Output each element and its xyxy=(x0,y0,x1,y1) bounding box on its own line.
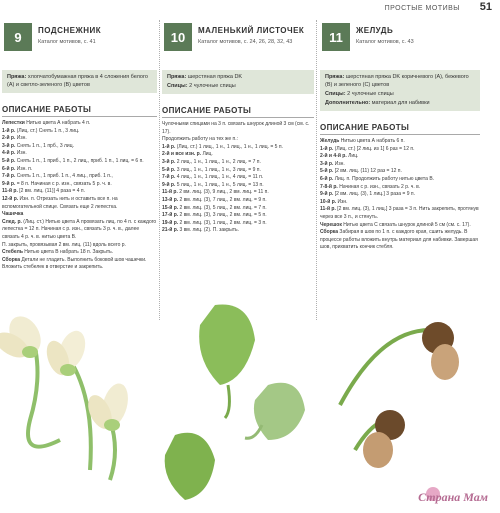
material-text: шерстяная пряжа DK xyxy=(186,74,243,80)
row-text: (Лиц. ст.) Нитью цвета А провязать лиц. по 4 п. с каждого лепестка = 12 п. Начиная с р. изн., связать 3 р. ч. в., далее связать 4 р. ч. в. нитью цвета В. xyxy=(2,218,157,240)
row-label: Лепестки xyxy=(2,120,25,126)
row-label: Чашечка xyxy=(2,211,24,218)
row-text: Забирая в шов по 1 п. с каждого края, сшить желудь. В процессе работы вложить внутрь материал для набивки. Завершая шов, прихватить кончик стебля. xyxy=(320,229,478,251)
row-text: Изн. п. Отрезать нить и оставить все п. на вспомогательной спице. Связать еще 2 лепестка. xyxy=(2,195,118,210)
material-label: Спицы: xyxy=(167,83,188,89)
row-text: (Лиц. ст.) Снять 1 п., 3 лиц. xyxy=(15,127,80,134)
page-number: 51 xyxy=(479,1,492,13)
row-label: 3-й р. xyxy=(320,160,334,167)
material-text: шерстяная пряжа DK коричневого (А), бежевого (В) и зеленого (С) цветов xyxy=(325,74,469,88)
row-text: 2 вм. лиц. (3), 7 лиц., 2 вм. лиц. = 9 п. xyxy=(178,196,267,203)
row-label: 12-й р. xyxy=(2,195,19,202)
row-text: Нитью цвета А набрать 4 п. xyxy=(24,120,91,126)
row-label: 9-й р. xyxy=(320,191,334,198)
row-text: (Лиц. ст.) 1 лиц., 1 н., 1 лиц., 1 н., 1 лиц. = 5 п. xyxy=(175,143,283,150)
pattern-title: ЖЕЛУДЬ xyxy=(356,26,394,35)
acorn xyxy=(340,322,459,405)
row-label: 2-й р. xyxy=(2,135,16,142)
row-label: 5-й р. xyxy=(320,168,334,175)
row-label: 4-й р. xyxy=(2,150,16,157)
description-heading: ОПИСАНИЕ РАБОТЫ xyxy=(162,106,314,118)
row-text: 2 вм. лиц. (3), 1 лиц., 2 вм. лиц. = 3 п. xyxy=(178,219,267,226)
row-label: 7-й р. xyxy=(2,173,16,180)
row-label: 19-й р. xyxy=(162,219,179,226)
description-heading: ОПИСАНИЕ РАБОТЫ xyxy=(2,105,157,117)
material-label: Пряжа: xyxy=(325,74,345,80)
row-label: Стебель xyxy=(2,249,23,256)
section-title: ПРОСТЫЕ МОТИВЫ xyxy=(384,5,460,12)
row-text: Снять 1 п., 1 приб. 1 п., 4 лиц., приб. 1 п., xyxy=(15,173,113,180)
row-text: 2 вм. лиц. (3), 3 лиц., 2 вм. лиц. = 5 п. xyxy=(178,212,267,219)
row-label: 9-й р. xyxy=(162,181,176,188)
row-text: Изн. xyxy=(333,160,345,167)
row-text: [2 вм. лиц. (3), 1 лиц.] 3 раза = 3 п. Нить закрепить, протянув через все 3 п., и стянуть. xyxy=(320,206,479,220)
material-label: Пряжа: xyxy=(167,74,187,80)
row-text: Изн. xyxy=(336,198,348,205)
row-text: Лиц. xyxy=(201,151,213,158)
leaf xyxy=(245,383,305,440)
row-text: = 8 п. Начиная с р. изн., связать 5 р. ч. в. xyxy=(15,180,112,187)
row-text: Нитью цвета С связать шнурок длиной 5 см (см. с. 17). xyxy=(341,221,471,228)
row-label: Сборка xyxy=(320,229,339,236)
row-text: 2 вм. лиц. (3), 9 лиц., 2 вм. лиц. = 11 п. xyxy=(177,189,269,196)
material-label: Дополнительно: xyxy=(325,100,371,106)
material-text: 2 чулочные спицы xyxy=(345,91,394,97)
row-text: [2 вм. лиц. (11)] 4 раза = 4 п. xyxy=(17,188,85,195)
leaf xyxy=(165,433,215,500)
row-label: 6-й р. xyxy=(2,165,16,172)
row-text: Изн. п. xyxy=(15,165,33,172)
row-label: 11-й р. xyxy=(162,189,178,196)
material-label: Спицы: xyxy=(325,91,346,97)
description-heading: ОПИСАНИЕ РАБОТЫ xyxy=(320,123,480,135)
pattern-title: МАЛЕНЬКИЙ ЛИСТОЧЕК xyxy=(198,26,305,35)
row-label: 15-й р. xyxy=(162,204,179,211)
material-text: материал для набивки xyxy=(370,100,430,106)
row-label: 1-й р. xyxy=(320,145,334,152)
row-label: 11-й р. xyxy=(320,206,336,213)
row-label: Сборка xyxy=(2,256,21,263)
row-text: 3 вм. лиц. (2). П. закрыть. xyxy=(178,227,240,234)
row-text: Начиная с р. изн., связать 2 р. ч. в. xyxy=(337,183,421,190)
pattern-title: ПОДСНЕЖНИК xyxy=(38,26,102,35)
row-label: 2-й и все изн. р. xyxy=(162,151,202,158)
row-label: 2-й и 4-й р. xyxy=(320,153,347,160)
row-label: 1-й р. xyxy=(2,127,16,134)
row-text: Детали не гладить. Выполнить боковой шов чашечки. Вложить стебелек в отверстие и закрепить. xyxy=(2,256,147,271)
row-text: [2 вм. лиц. (3), 1 лиц.] 3 раза = 9 п. xyxy=(333,191,415,198)
row-label: 5-й р. xyxy=(162,166,176,173)
pattern-number-badge: 9 xyxy=(4,23,32,51)
row-text: Снять 1 п., 1 прб., 3 лиц. xyxy=(15,142,74,149)
row-text: 2 лиц., 1 н., 1 лиц., 1 н., 2 лиц. = 7 п. xyxy=(175,158,261,165)
row-text: Снять 1 п., 1 приб., 1 п., 2 лиц., приб. 1 п., 1 лиц. = 6 п. xyxy=(15,157,144,164)
row-text: [2 вм. лиц. (11) 12 раз = 12 п. xyxy=(333,168,402,175)
row-text: Лиц. xyxy=(346,153,359,160)
row-text: 4 лиц., 1 н., 1 лиц., 1 н., 4 лиц. = 11 п. xyxy=(175,174,264,181)
row-label: Желудь xyxy=(320,138,340,144)
row-text: Чулочными спицами на 3 п. связать шнурок длиной 3 см (см. с. 17). xyxy=(162,121,310,135)
row-label: 6-й р. xyxy=(320,175,334,182)
pattern-catalog-ref: Каталог мотивов, с. 43 xyxy=(356,39,414,45)
row-label: 11-й р. xyxy=(2,188,18,195)
row-label: 10-й р. xyxy=(320,198,337,205)
leaf xyxy=(199,304,255,418)
row-text: Изн. xyxy=(15,135,27,142)
row-label: 3-й р. xyxy=(2,142,16,149)
pattern-number-badge: 10 xyxy=(164,23,192,51)
row-label: Черешок xyxy=(320,221,342,228)
row-label: 17-й р. xyxy=(162,212,179,219)
row-text: Лиц. п. Продолжить работу нитью цвета В. xyxy=(333,175,435,182)
row-text: 3 лиц., 1 н., 1 лиц., 1 н., 3 лиц. = 9 п. xyxy=(175,166,261,173)
row-text: Продолжить работу на тех же п.: xyxy=(162,136,239,143)
row-text: (Лиц. ст.) [2 лиц. из 1] 6 раз = 12 п. xyxy=(333,145,415,152)
material-label: Пряжа: xyxy=(7,74,27,80)
row-label: 9-й р. xyxy=(2,180,16,187)
row-text: Изн. xyxy=(15,150,27,157)
row-label: 7-8-й р. xyxy=(320,183,338,190)
material-text: 2 чулочные спицы xyxy=(187,83,236,89)
pattern-catalog-ref: Каталог мотивов, с. 24, 26, 28, 32, 43 xyxy=(198,39,293,45)
row-text: 5 лиц., 1 н., 1 лиц., 1 н., 5 лиц. = 13 п. xyxy=(175,181,264,188)
material-text: хлопчатобумажная пряжа в 4 сложения белого (А) и светло-зеленого (В) цветов xyxy=(7,74,148,88)
row-label: 7-й р. xyxy=(162,174,176,181)
row-text: Нитью цвета А набрать 6 п. xyxy=(339,138,405,144)
row-text: Нитью цвета В набрать 18 п. Закрыть. xyxy=(22,249,114,256)
row-label: След. р. xyxy=(2,218,22,225)
row-label: 3-й р. xyxy=(162,158,176,165)
row-text: П. закрыть, провязывая 2 вм. лиц. (11) вдоль всего р. xyxy=(2,241,126,248)
row-label: 1-й р. xyxy=(162,143,176,150)
row-label: 5-й р. xyxy=(2,157,16,164)
pattern-number-badge: 11 xyxy=(322,23,350,51)
snowdrop-flower xyxy=(0,311,132,480)
watermark: Страна Мам xyxy=(418,490,488,504)
row-text: 2 вм. лиц. (3), 5 лиц., 2 вм. лиц. = 7 п. xyxy=(178,204,267,211)
row-label: 21-й р. xyxy=(162,227,179,234)
acorn xyxy=(355,410,405,468)
row-label: 13-й р. xyxy=(162,196,179,203)
pattern-catalog-ref: Каталог мотивов, с. 41 xyxy=(38,39,96,45)
